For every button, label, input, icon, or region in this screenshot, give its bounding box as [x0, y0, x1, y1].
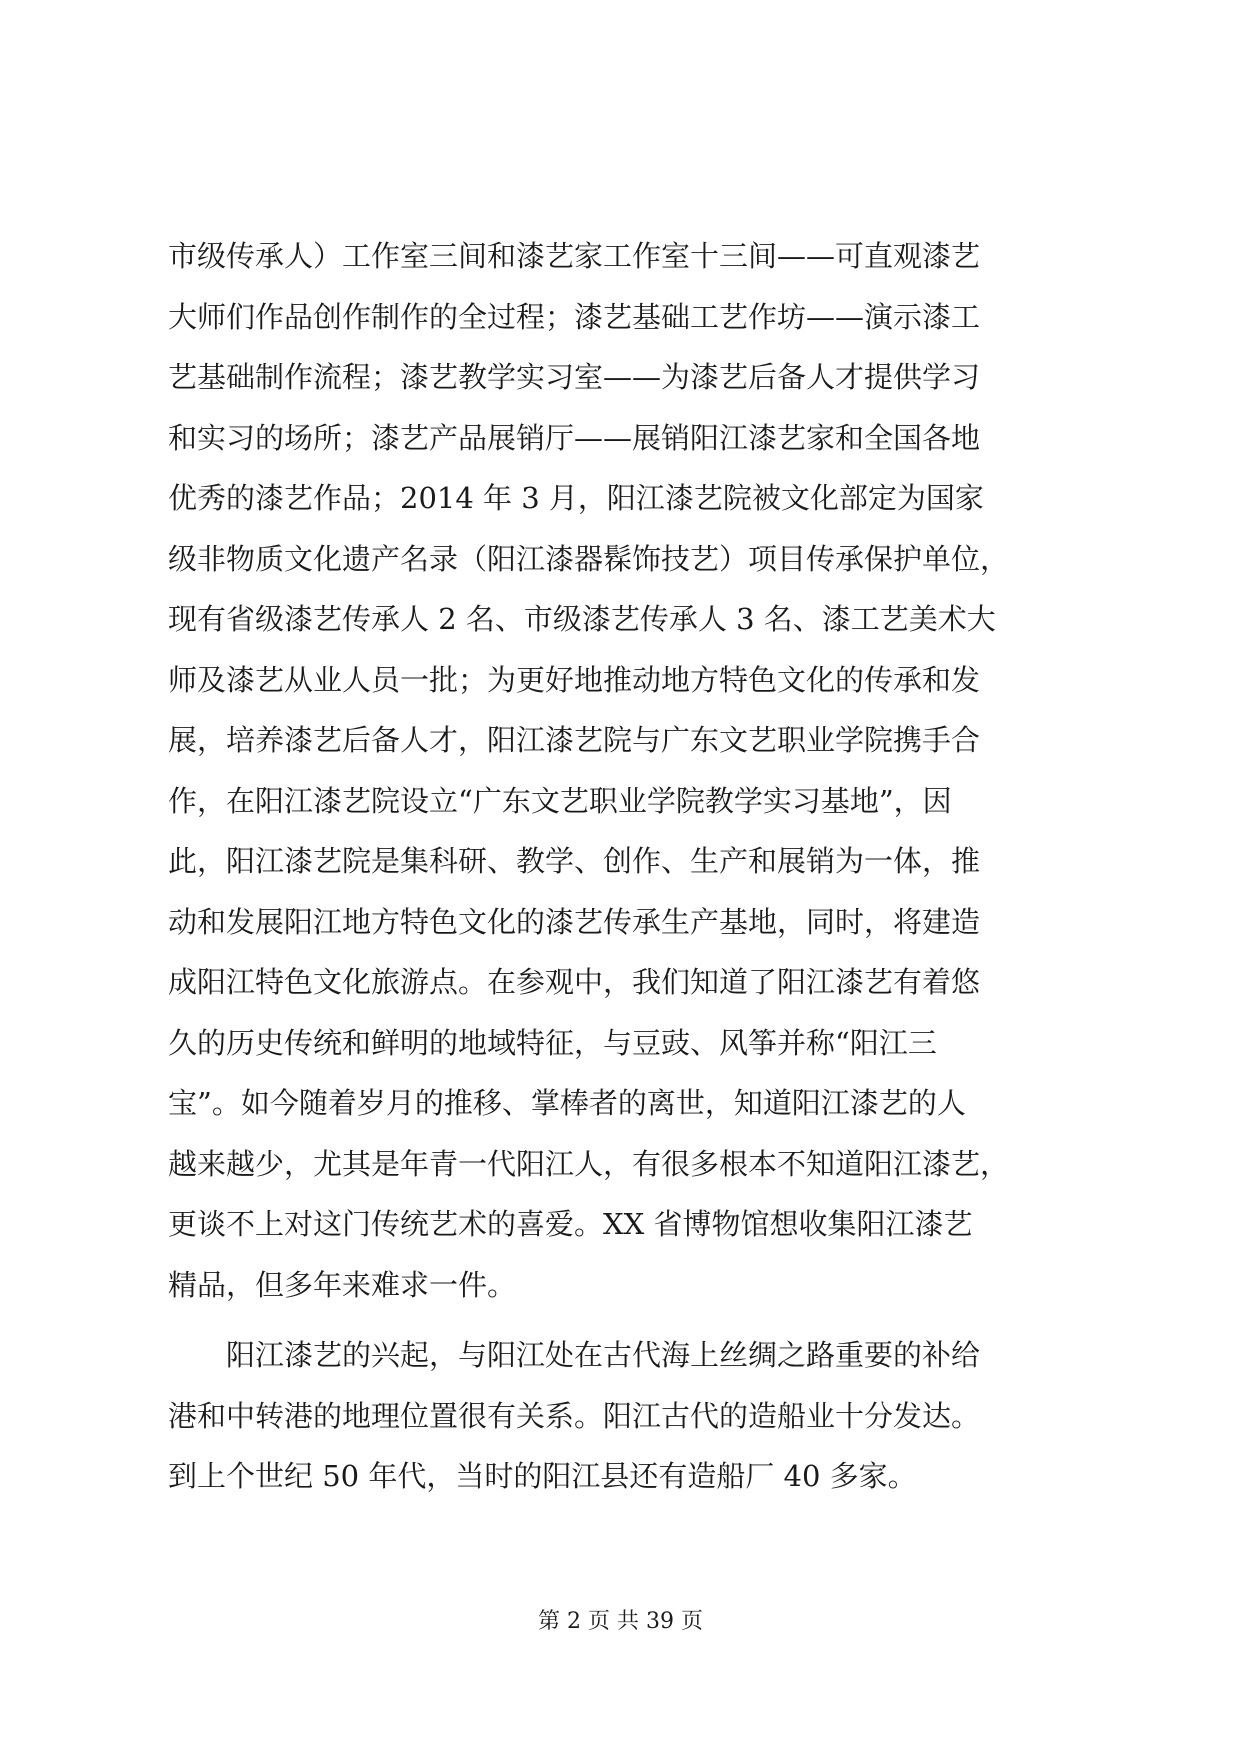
- paragraph-1: [168, 226, 1098, 1315]
- text-line: 此，阳江漆艺院是集科研、教学、创作、生产和展销为一体，推: [168, 844, 981, 878]
- text-line: 大师们作品创作制作的全过程；漆艺基础工艺作坊——演示漆工: [168, 299, 981, 334]
- text-line: 越来越少，尤其是年青一代阳江人，有很多根本不知道阳江漆艺，: [168, 1146, 1010, 1181]
- text-line: 阳江漆艺的兴起，与阳江处在古代海上丝绸之路重要的补给: [168, 1338, 981, 1372]
- text-line: 师及漆艺从业人员一批；为更好地推动地方特色文化的传承和发: [168, 662, 981, 697]
- text-line: 到上个世纪 50 年代，当时的阳江县还有造船厂 40 多家。: [168, 1459, 917, 1493]
- text-line: 宝”。如今随着岁月的推移、掌棒者的离世，知道阳江漆艺的人: [168, 1086, 966, 1120]
- paragraph-2: [168, 1325, 1098, 1507]
- text-line: 现有省级漆艺传承人 2 名、市级漆艺传承人 3 名、漆工艺美术大: [168, 602, 996, 636]
- text-line: 级非物质文化遗产名录（阳江漆器髹饰技艺）项目传承保护单位，: [168, 541, 1010, 576]
- paragraph-gap: [168, 1315, 1098, 1325]
- text-line: 作，在阳江漆艺院设立“广东文艺职业学院教学实习基地”，因: [168, 783, 952, 818]
- text-line: 久的历史传统和鲜明的地域特征，与豆豉、风筝并称“阳江三: [168, 1025, 937, 1060]
- text-line: 港和中转港的地理位置很有关系。阳江古代的造船业十分发达。: [168, 1398, 981, 1433]
- page-number-footer: 第 2 页 共 39 页: [538, 1609, 703, 1634]
- text-line: 更谈不上对这门传统艺术的喜爱。XX 省博物馆想收集阳江漆艺: [168, 1207, 973, 1241]
- text-line: 和实习的场所；漆艺产品展销厅——展销阳江漆艺家和全国各地: [168, 420, 981, 455]
- text-line: 优秀的漆艺作品；2014 年 3 月，阳江漆艺院被文化部定为国家: [168, 481, 984, 515]
- body-text: [168, 226, 1098, 1507]
- text-line: 市级传承人）工作室三间和漆艺家工作室十三间——可直观漆艺: [168, 239, 981, 273]
- text-line: 展，培养漆艺后备人才，阳江漆艺院与广东文艺职业学院携手合: [168, 723, 981, 757]
- text-line: 动和发展阳江地方特色文化的漆艺传承生产基地，同时，将建造: [168, 904, 981, 939]
- text-line: 精品，但多年来难求一件。: [168, 1267, 517, 1302]
- text-line: 艺基础制作流程；漆艺教学实习室——为漆艺后备人才提供学习: [168, 360, 981, 394]
- text-line: 成阳江特色文化旅游点。在参观中，我们知道了阳江漆艺有着悠: [168, 965, 981, 999]
